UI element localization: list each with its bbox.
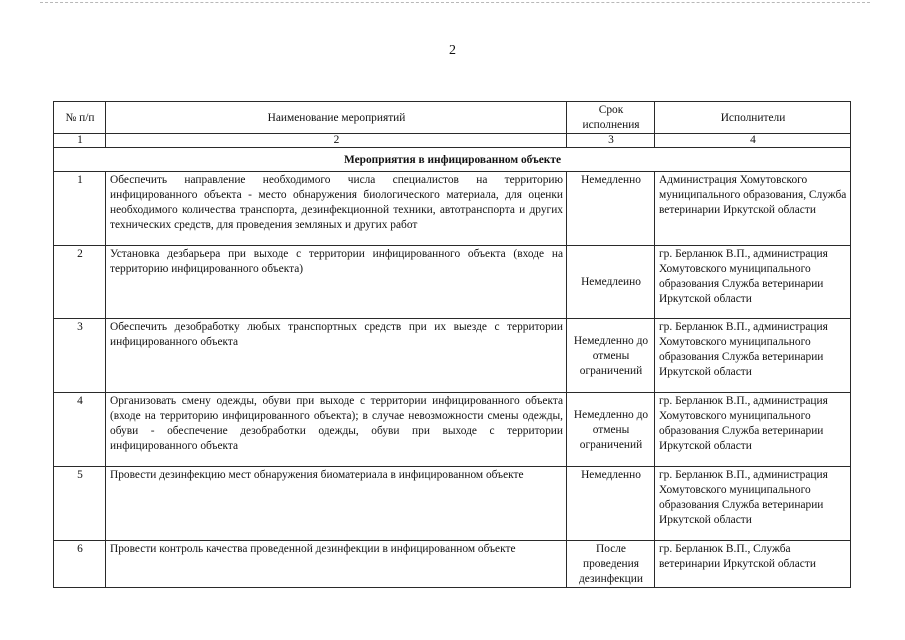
row-name: Обеспечить дезобработку любых транспортных средств при их выезде с территории инфицированного объекта bbox=[106, 319, 567, 393]
page-number: 2 bbox=[449, 43, 456, 58]
table-row bbox=[54, 246, 851, 319]
row-executor: Администрация Хомутовского муниципального образования, Служба ветеринарии Иркутской области bbox=[655, 172, 851, 246]
column-numbers-row bbox=[54, 134, 851, 148]
section-title: Мероприятия в инфицированном объекте bbox=[54, 148, 851, 172]
table-row bbox=[54, 172, 851, 246]
row-executor: гр. Берланюк В.П., Служба ветеринарии Иркутской области bbox=[655, 541, 851, 588]
row-term: Немедленно bbox=[567, 172, 655, 246]
row-num: 5 bbox=[54, 467, 106, 541]
section-row bbox=[54, 148, 851, 172]
row-num: 1 bbox=[54, 172, 106, 246]
row-name: Провести контроль качества проведенной дезинфекции в инфицированном объекте bbox=[106, 541, 567, 588]
row-num: 2 bbox=[54, 246, 106, 319]
header-executor: Исполнители bbox=[655, 102, 851, 134]
table-row bbox=[54, 393, 851, 467]
row-executor: гр. Берланюк В.П., администрация Хомутовского муниципального образования Служба ветеринарии Иркутской области bbox=[655, 319, 851, 393]
row-term: Немедлеино bbox=[567, 246, 655, 319]
row-name: Обеспечить направление необходимого числа специалистов на территорию инфицированного объекта - место обнаружения биологического материала, для оценки необходимого количества транспорта, дезинфекционной техники, автотранспорта и других технических средств, для проведения земляных и других работ bbox=[106, 172, 567, 246]
events-table bbox=[53, 101, 851, 588]
row-term: Немедленно bbox=[567, 467, 655, 541]
table-header-row bbox=[54, 102, 851, 134]
row-term: Немедленно до отмены ограничений bbox=[567, 393, 655, 467]
row-name: Провести дезинфекцию мест обнаружения биоматериала в инфицированном объекте bbox=[106, 467, 567, 541]
row-num: 3 bbox=[54, 319, 106, 393]
scan-edge-line bbox=[40, 2, 870, 3]
row-num: 6 bbox=[54, 541, 106, 588]
header-num: № п/п bbox=[54, 102, 106, 134]
row-executor: гр. Берланюк В.П., администрация Хомутовского муниципального образования Служба ветеринарии Иркутской области bbox=[655, 467, 851, 541]
column-number: 1 bbox=[54, 134, 106, 148]
header-name: Наименование мероприятий bbox=[106, 102, 567, 134]
row-num: 4 bbox=[54, 393, 106, 467]
row-name: Установка дезбарьера при выходе с территории инфицированного объекта (входе на территорию инфицированного объекта) bbox=[106, 246, 567, 319]
row-executor: гр. Берланюк В.П., администрация Хомутовского муниципального образования Служба ветеринарии Иркутской области bbox=[655, 246, 851, 319]
column-number: 2 bbox=[106, 134, 567, 148]
column-number: 4 bbox=[655, 134, 851, 148]
row-term: После проведения дезинфекции bbox=[567, 541, 655, 588]
row-name: Организовать смену одежды, обуви при выходе с территории инфицированного объекта (входе на территорию инфицированного объекта); в случае невозможности смены одежды, обуви - обеспечение дезобработки одежды, обуви при выходе с территории инфицированного объекта bbox=[106, 393, 567, 467]
table-row bbox=[54, 541, 851, 588]
column-number: 3 bbox=[567, 134, 655, 148]
table-row bbox=[54, 467, 851, 541]
row-executor: гр. Берланюк В.П., администрация Хомутовского муниципального образования Служба ветеринарии Иркутской области bbox=[655, 393, 851, 467]
row-term: Немедленно до отмены ограничений bbox=[567, 319, 655, 393]
header-term: Срок исполнения bbox=[567, 102, 655, 134]
table-row bbox=[54, 319, 851, 393]
